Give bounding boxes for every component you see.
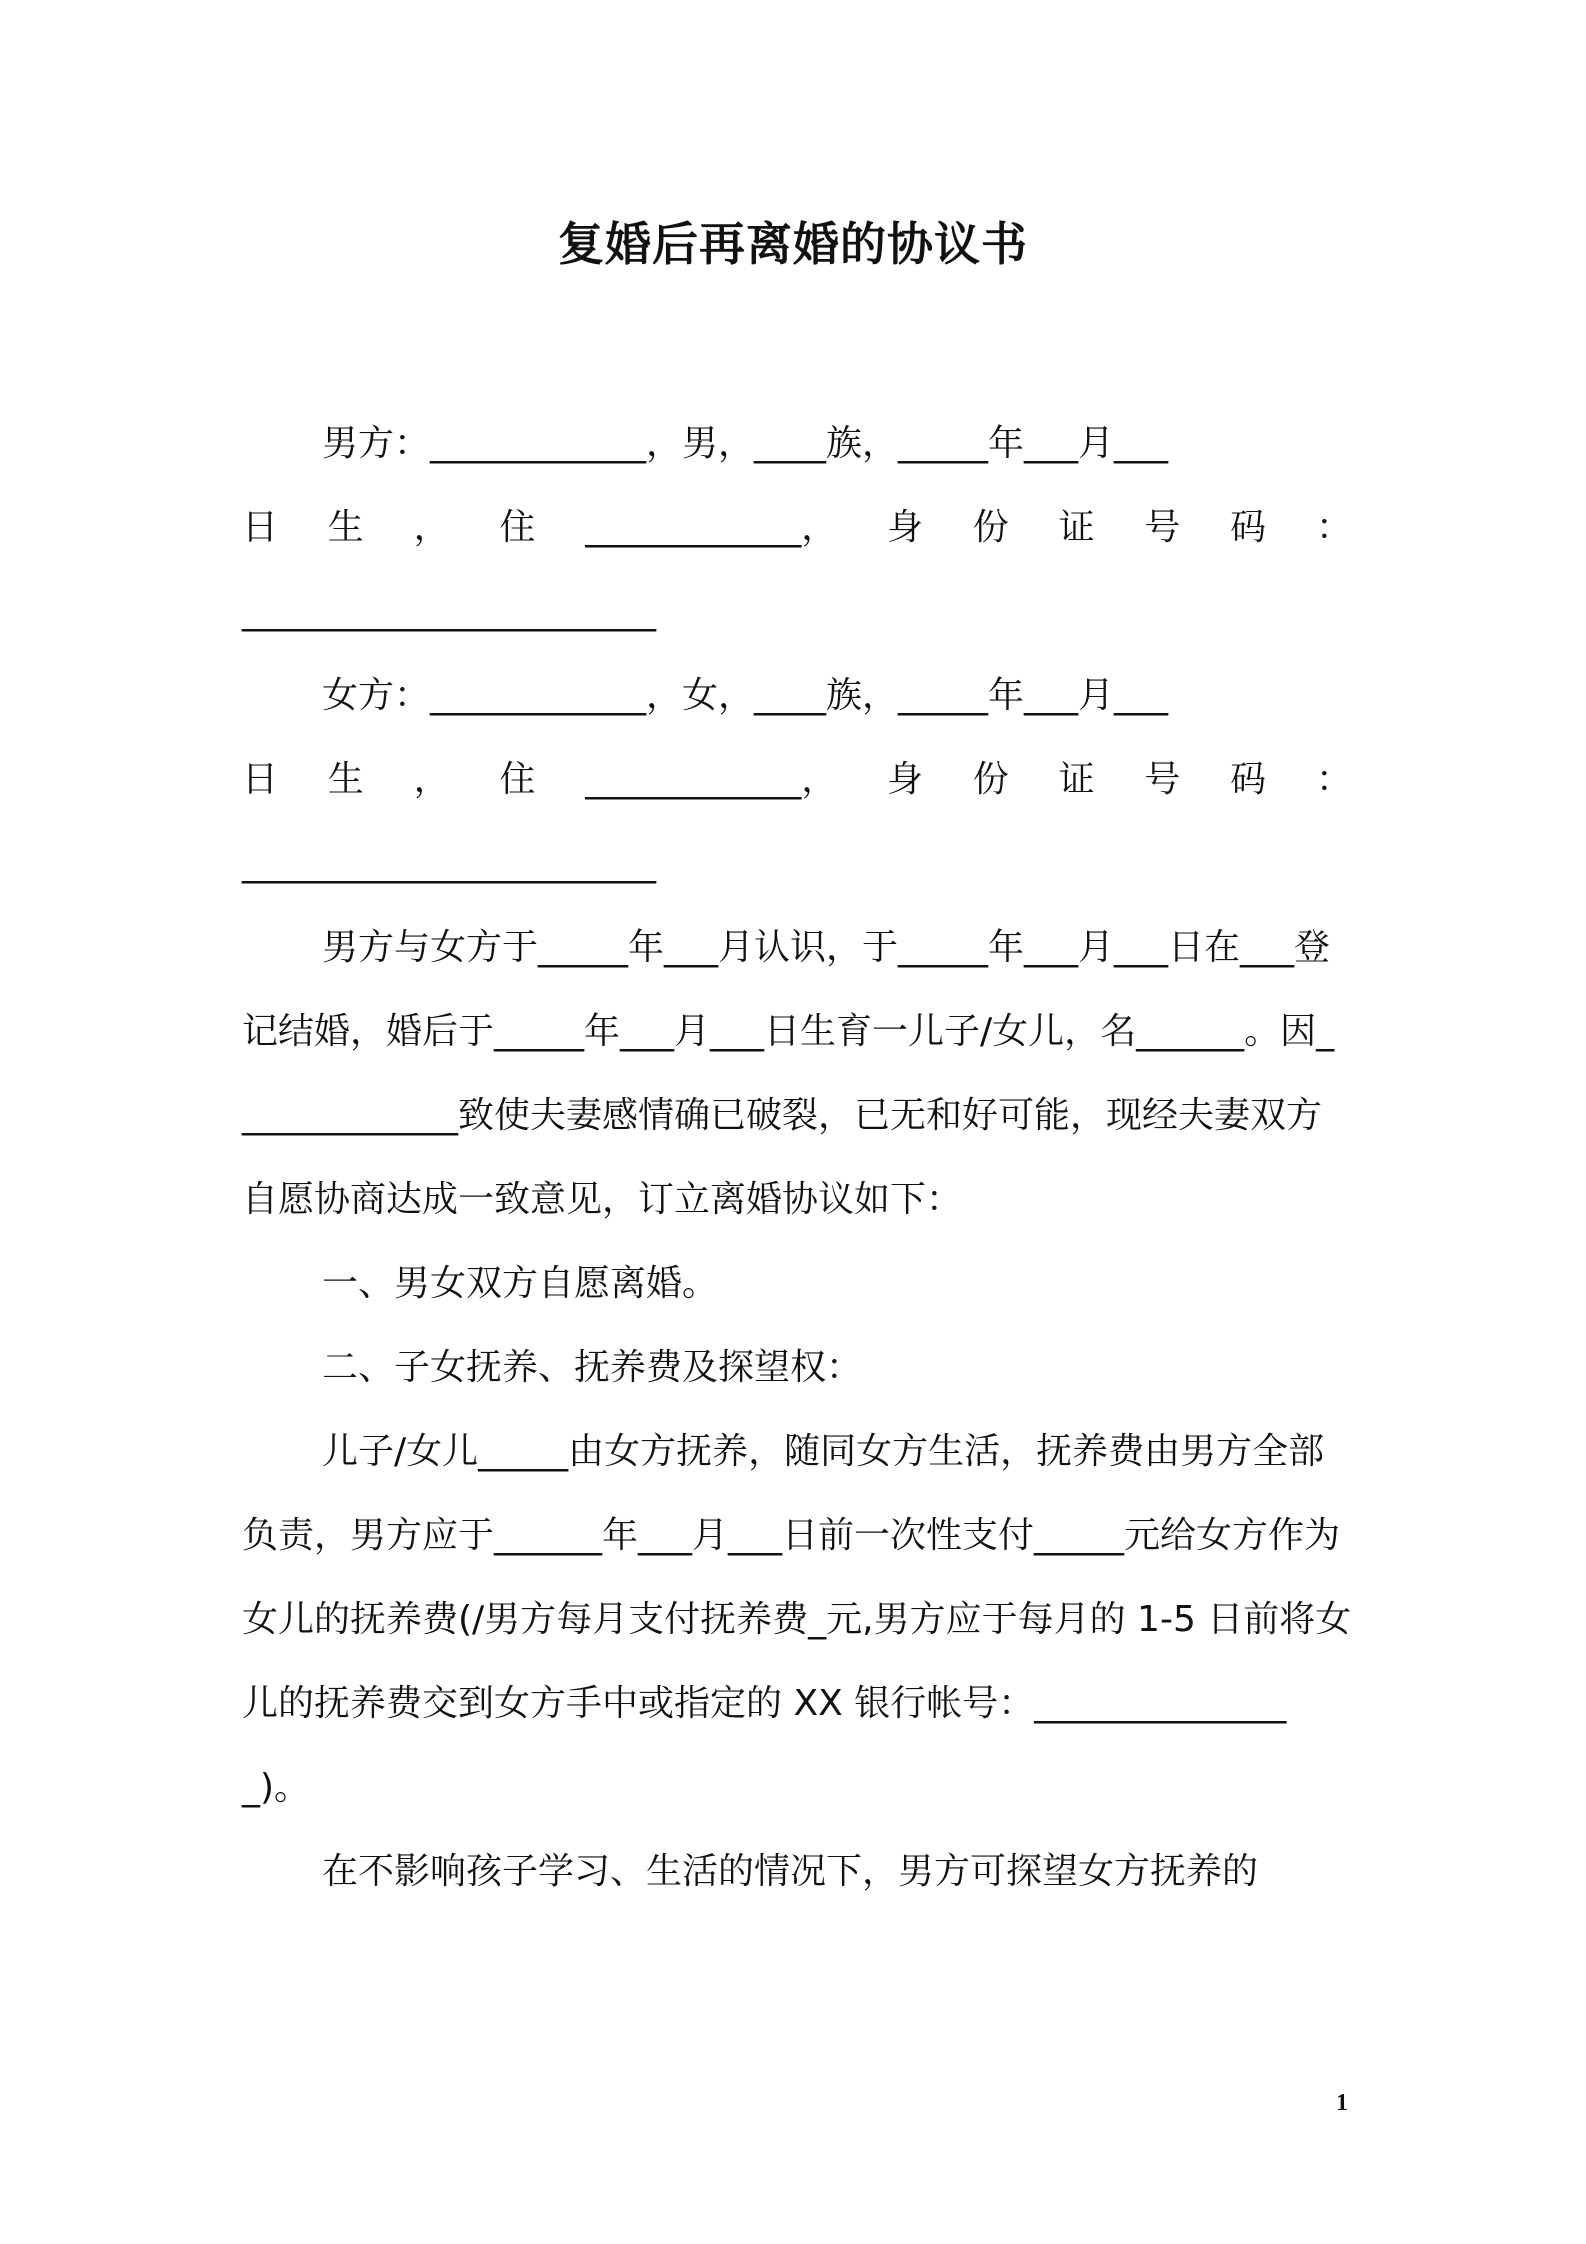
male-party-cell: 住 [499, 507, 536, 548]
male-party-cell: 生 [327, 507, 364, 548]
clause-2-heading: 二、子女抚养、抚养费及探望权： [322, 1347, 863, 1388]
male-party-id-blank: _______________________ [242, 591, 656, 632]
document-body [242, 402, 1352, 1914]
intro-paragraph: 男方与女方于_____年___月认识，于_____年___月___日在___登记结婚，婚后于_____年___月___日生育一儿子/女儿，名______。因_____________致使夫妻感情确已破裂，已无和好可能，现经夫妻双方自愿协商达成一致意见，订立离婚协议如下： [242, 927, 1335, 1220]
visitation-paragraph: 在不影响孩子学习、生活的情况下，男方可探望女方抚养的 [322, 1851, 1259, 1892]
female-party-cell: ： [1315, 759, 1352, 800]
female-party-cell: 证 [1058, 759, 1095, 800]
female-party-cell: 住 [499, 759, 536, 800]
female-party-cell: 日 [242, 759, 279, 800]
male-party-cell: ____________， [585, 507, 838, 548]
female-party-line-2 [242, 738, 1352, 822]
female-party-cell: ____________， [585, 759, 838, 800]
male-party-cell: 码 [1230, 507, 1267, 548]
female-party-line-1: 女方：____________，女，____族，_____年___月___ [322, 675, 1169, 716]
male-party-cell: 日 [242, 507, 279, 548]
page-number: 1 [1336, 2090, 1348, 2116]
female-party-id-blank: _______________________ [242, 843, 656, 884]
female-party-cell: ， [413, 759, 450, 800]
male-party-cell: ： [1315, 507, 1352, 548]
male-party-cell: ， [413, 507, 450, 548]
clause-1: 一、男女双方自愿离婚。 [322, 1263, 719, 1304]
male-party-cell: 证 [1058, 507, 1095, 548]
male-party-line-2 [242, 486, 1352, 570]
female-party-cell: 码 [1230, 759, 1267, 800]
female-party-cell: 身 [886, 759, 923, 800]
clause-2-body: 儿子/女儿_____由女方抚养，随同女方生活，抚养费由男方全部负责，男方应于______年___月___日前一次性支付_____元给女方作为女儿的抚养费(/男方每月支付抚养费_元,男方应于每月的 1-5 日前将女儿的抚养费交到女方手中或指定的 XX 银行帐号：_______________)。 [242, 1431, 1352, 1808]
male-party-cell: 身 [886, 507, 923, 548]
document-title: 复婚后再离婚的协议书 [558, 217, 1028, 271]
female-party-cell: 份 [972, 759, 1009, 800]
male-party-cell: 号 [1144, 507, 1181, 548]
female-party-cell: 号 [1144, 759, 1181, 800]
male-party-cell: 份 [972, 507, 1009, 548]
male-party-line-1: 男方：____________，男，____族，_____年___月___ [322, 423, 1169, 464]
female-party-cell: 生 [327, 759, 364, 800]
